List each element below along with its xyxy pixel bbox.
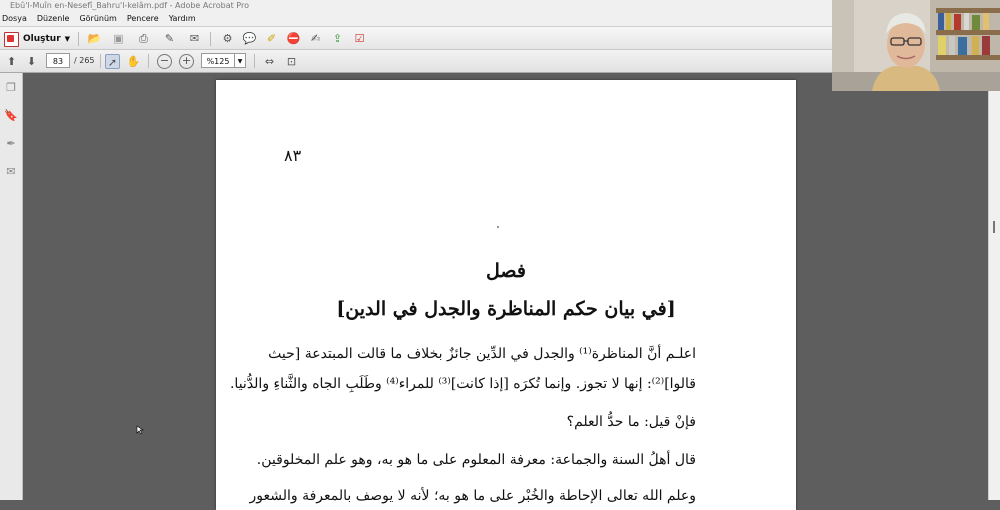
create-button[interactable]: [4, 31, 70, 47]
highlight-icon[interactable]: ✐: [266, 32, 277, 45]
window-title: Ebû'l-Muîn en-Nesefî_Bahru'l-kelâm.pdf - Adobe Acrobat Pro: [10, 1, 249, 10]
menu-item-window[interactable]: Pencere: [126, 14, 159, 23]
pdf-page: [216, 80, 796, 510]
sign-document-icon[interactable]: ✍: [310, 32, 321, 45]
toolbar-divider: [210, 32, 211, 46]
fit-page-icon[interactable]: ⊡: [286, 55, 297, 68]
menu-item-view[interactable]: Görünüm: [79, 14, 117, 23]
open-folder-icon[interactable]: 📂: [87, 32, 102, 45]
paragraph-line: فإنْ قيل: ما حدُّ العلم؟: [566, 414, 696, 430]
page-number-input[interactable]: 83: [46, 53, 70, 68]
scrollbar-thumb[interactable]: [993, 221, 995, 233]
attachments-icon[interactable]: ✉: [6, 165, 16, 178]
toolbar-divider: [100, 54, 101, 68]
zoom-dropdown-chevron-icon[interactable]: ▼: [234, 53, 246, 68]
mouse-cursor-icon: [136, 425, 146, 435]
page-thumbnails-icon[interactable]: ❐: [6, 81, 16, 94]
edit-document-icon[interactable]: ✎: [164, 32, 175, 45]
paragraph-line: وعلم الله تعالى الإحاطة والخُبْر على ما هو به؛ لأنه لا يوصف بالمعرفة والشعور: [249, 488, 696, 504]
menu-item-file[interactable]: Dosya: [2, 14, 27, 23]
signatures-icon[interactable]: ✒: [6, 137, 16, 150]
zoom-in-icon[interactable]: +: [179, 54, 194, 69]
paragraph-line: اعلـم أنَّ المناظرة⁽¹⁾ والجدل في الدِّين جائزٌ بخلاف ما قالت المبتدعة [حيث: [268, 346, 696, 362]
webcam-video-image: [832, 0, 1000, 91]
fit-width-icon[interactable]: ⇔: [264, 55, 275, 68]
toolbar-divider: [254, 54, 255, 68]
print-icon[interactable]: ⎙: [139, 32, 148, 45]
forms-icon[interactable]: ☑: [354, 32, 365, 45]
zoom-out-icon[interactable]: −: [157, 54, 172, 69]
select-tool-icon[interactable]: ➚: [105, 54, 120, 69]
zoom-level-input[interactable]: %125: [201, 53, 235, 68]
bookmarks-icon[interactable]: 🔖: [4, 109, 18, 122]
chevron-down-icon: ▼: [64, 35, 71, 43]
page-mark: [497, 226, 499, 228]
toolbar-divider: [148, 54, 149, 68]
total-pages-label: / 265: [74, 56, 95, 65]
secure-document-icon[interactable]: ⛔: [286, 32, 301, 45]
section-heading: فصل: [486, 260, 526, 282]
section-subheading: [في بيان حكم المناظرة والجدل في الدين]: [336, 298, 676, 320]
export-icon[interactable]: ⇪: [332, 32, 343, 45]
webcam-overlay: [832, 0, 1000, 91]
create-pdf-icon: [4, 32, 19, 47]
toolbar-divider: [78, 32, 79, 46]
paragraph-line: قالوا]⁽²⁾: إنها لا تجوز. وإنما تُكرَه [إذا كانت]⁽³⁾ للمراء⁽⁴⁾ وطَلَبِ الجاه والثَّناءِ والدُّنيا.: [229, 376, 696, 392]
hand-tool-icon[interactable]: ✋: [126, 55, 141, 68]
email-icon[interactable]: ✉: [189, 32, 200, 45]
menu-item-edit[interactable]: Düzenle: [36, 14, 70, 23]
previous-page-icon[interactable]: ⬆: [6, 55, 17, 68]
settings-gear-icon[interactable]: ⚙: [222, 32, 233, 45]
vertical-scrollbar[interactable]: [988, 73, 1000, 500]
comment-icon[interactable]: 💬: [242, 32, 257, 45]
navigation-pane: [0, 73, 23, 500]
save-icon[interactable]: ▣: [113, 32, 124, 45]
next-page-icon[interactable]: ⬇: [26, 55, 37, 68]
page-number-text: ٨٣: [284, 146, 302, 165]
menu-item-help[interactable]: Yardım: [168, 14, 196, 23]
paragraph-line: قال أهلُ السنة والجماعة: معرفة المعلوم على ما هو به، وهو علم المخلوقين.: [256, 452, 696, 468]
create-button-label: Oluştur: [23, 34, 61, 44]
